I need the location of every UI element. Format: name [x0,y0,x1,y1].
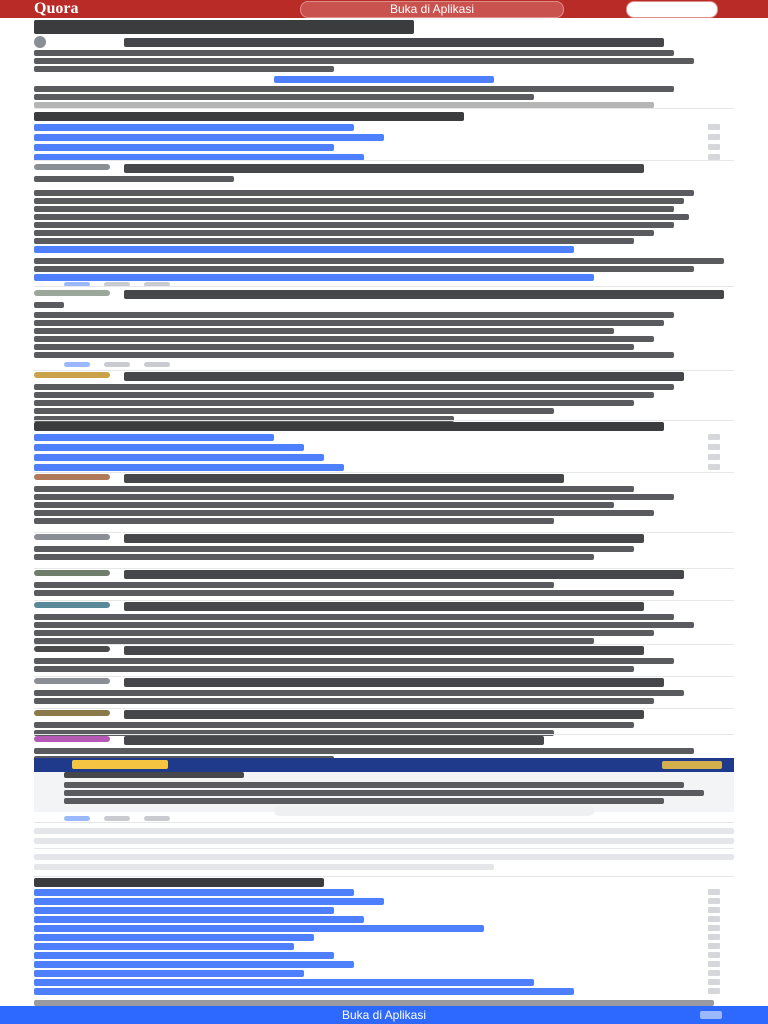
answer-text [34,222,674,228]
quora-logo[interactable]: Quora [34,0,79,17]
avatar [34,534,110,540]
related-question-link[interactable] [34,934,314,941]
related-questions-heading [34,422,664,431]
comment-icon[interactable] [104,816,130,821]
answer-text [34,302,64,308]
answer-text [34,658,674,664]
chevron-right-icon[interactable] [708,925,720,931]
answer-text [34,214,689,220]
answer-text [34,614,674,620]
banner-cta[interactable] [662,761,722,769]
promo-banner[interactable] [34,758,734,772]
answer-text [34,554,594,560]
divider [34,676,734,677]
divider [34,644,734,645]
answer-text [34,546,634,552]
related-question-link[interactable] [34,952,334,959]
answer-text [34,666,634,672]
answer-text [34,266,694,272]
answer-text [64,782,684,788]
close-icon[interactable] [700,1011,722,1019]
sign-in-button[interactable] [626,1,718,18]
answer-text [34,230,654,236]
upvote-icon[interactable] [64,816,90,821]
answer-text [64,798,664,804]
related-question-link[interactable] [34,925,484,932]
chevron-right-icon[interactable] [708,952,720,958]
share-icon[interactable] [144,362,170,367]
answer-text [34,190,694,196]
answer-actions [34,362,174,367]
divider [34,600,734,601]
divider [34,708,734,709]
chevron-right-icon[interactable] [708,134,720,140]
answer-text [64,790,704,796]
chevron-right-icon[interactable] [708,934,720,940]
answer-author-name[interactable] [124,290,724,299]
divider [34,568,734,569]
answer-author-name[interactable] [124,474,564,483]
related-question-link[interactable] [34,898,384,905]
source-link[interactable] [34,274,594,281]
related-question-link[interactable] [34,961,354,968]
bottom-open-in-app-label[interactable]: Buka di Aplikasi [341,1008,427,1022]
answer-text [34,206,674,212]
avatar [34,710,110,716]
divider [34,108,734,109]
banner-badge [72,760,168,769]
answer-text [34,408,554,414]
answer-author-name[interactable] [124,646,644,655]
question-title [34,20,414,34]
avatar [34,36,46,48]
divider [34,848,734,849]
collapsed-answer [34,828,734,834]
collapsed-answer [34,864,494,870]
answer-text [34,494,674,500]
related-question-link[interactable] [34,979,534,986]
chevron-right-icon[interactable] [708,889,720,895]
answer-author-name[interactable] [124,736,544,745]
answer-text [34,352,674,358]
answer-text [34,510,654,516]
divider [34,876,734,877]
continue-reading-button[interactable] [274,806,594,816]
related-questions-heading [34,112,464,121]
related-question-link[interactable] [34,124,354,131]
answer-text [34,622,694,628]
chevron-right-icon[interactable] [708,464,720,470]
answer-text [34,748,694,754]
related-question-link[interactable] [34,970,304,977]
avatar [34,474,110,480]
related-question-link[interactable] [34,916,364,923]
chevron-right-icon[interactable] [708,961,720,967]
answer-link[interactable] [274,76,494,83]
chevron-right-icon[interactable] [708,916,720,922]
related-question-link[interactable] [34,444,304,451]
answer-text [34,630,654,636]
answer-text [34,384,674,390]
related-question-link[interactable] [34,134,384,141]
answer-text [34,312,674,318]
answer-text [34,86,674,92]
answer-text [34,690,684,696]
chevron-right-icon[interactable] [708,907,720,913]
answer-text [34,518,554,524]
chevron-right-icon[interactable] [708,454,720,460]
answer-text [34,698,654,704]
answer-text [34,198,684,204]
related-questions-heading [34,878,324,887]
related-question-link[interactable] [34,943,294,950]
answer-text [34,238,634,244]
answer-author-name[interactable] [124,602,644,611]
collapsed-answer [34,838,734,844]
divider [34,472,734,473]
chevron-right-icon[interactable] [708,124,720,130]
chevron-right-icon[interactable] [708,979,720,985]
answer-author-name[interactable] [124,678,664,687]
answer-text [34,336,654,342]
answer-text [34,392,654,398]
top-navigation-bar [0,0,768,18]
chevron-right-icon[interactable] [708,434,720,440]
related-question-link[interactable] [34,454,324,461]
answer-author-name[interactable] [124,570,684,579]
answer-author-name[interactable] [124,372,684,381]
avatar [34,164,110,170]
upvote-icon[interactable] [64,362,90,367]
avatar [34,372,110,378]
answer-text [34,258,724,264]
comment-icon[interactable] [104,362,130,367]
answer-text [34,722,634,728]
answer-text [34,176,234,182]
chevron-right-icon[interactable] [708,970,720,976]
divider [34,420,734,421]
avatar [34,290,110,296]
share-icon[interactable] [144,816,170,821]
answer-text [34,582,554,588]
chevron-right-icon[interactable] [708,898,720,904]
answer-text [34,320,664,326]
divider [34,532,734,533]
collapsed-answer [34,854,734,860]
answer-text [34,400,634,406]
avatar [34,646,110,652]
divider [34,160,734,161]
answer-author-name[interactable] [124,710,644,719]
related-question-link[interactable] [34,464,344,471]
answer-author-name[interactable] [124,38,664,47]
answer-actions [34,816,174,821]
divider [34,822,734,823]
avatar [34,602,110,608]
answer-author-name[interactable] [124,164,644,173]
divider [34,370,734,371]
source-link[interactable] [34,246,574,253]
chevron-right-icon[interactable] [708,144,720,150]
answer-text [64,772,244,778]
open-in-app-button[interactable]: Buka di Aplikasi [300,1,564,18]
answer-text [34,502,614,508]
avatar [34,678,110,684]
answer-text [34,58,694,64]
chevron-right-icon[interactable] [708,943,720,949]
related-question-link[interactable] [34,889,354,896]
answer-text [34,486,634,492]
bottom-open-in-app-bar[interactable] [0,1006,768,1024]
answer-text [34,344,634,350]
chevron-right-icon[interactable] [708,988,720,994]
avatar [34,736,110,742]
related-question-link[interactable] [34,144,334,151]
chevron-right-icon[interactable] [708,444,720,450]
avatar [34,570,110,576]
answer-text [34,590,674,596]
divider [34,734,734,735]
answer-text [34,50,674,56]
answer-author-name[interactable] [124,534,644,543]
answer-text [34,94,534,100]
related-question-link[interactable] [34,434,274,441]
answer-text [34,328,614,334]
related-question-link[interactable] [34,907,334,914]
answer-text [34,66,334,72]
related-question-link[interactable] [34,988,574,995]
divider [34,286,734,287]
